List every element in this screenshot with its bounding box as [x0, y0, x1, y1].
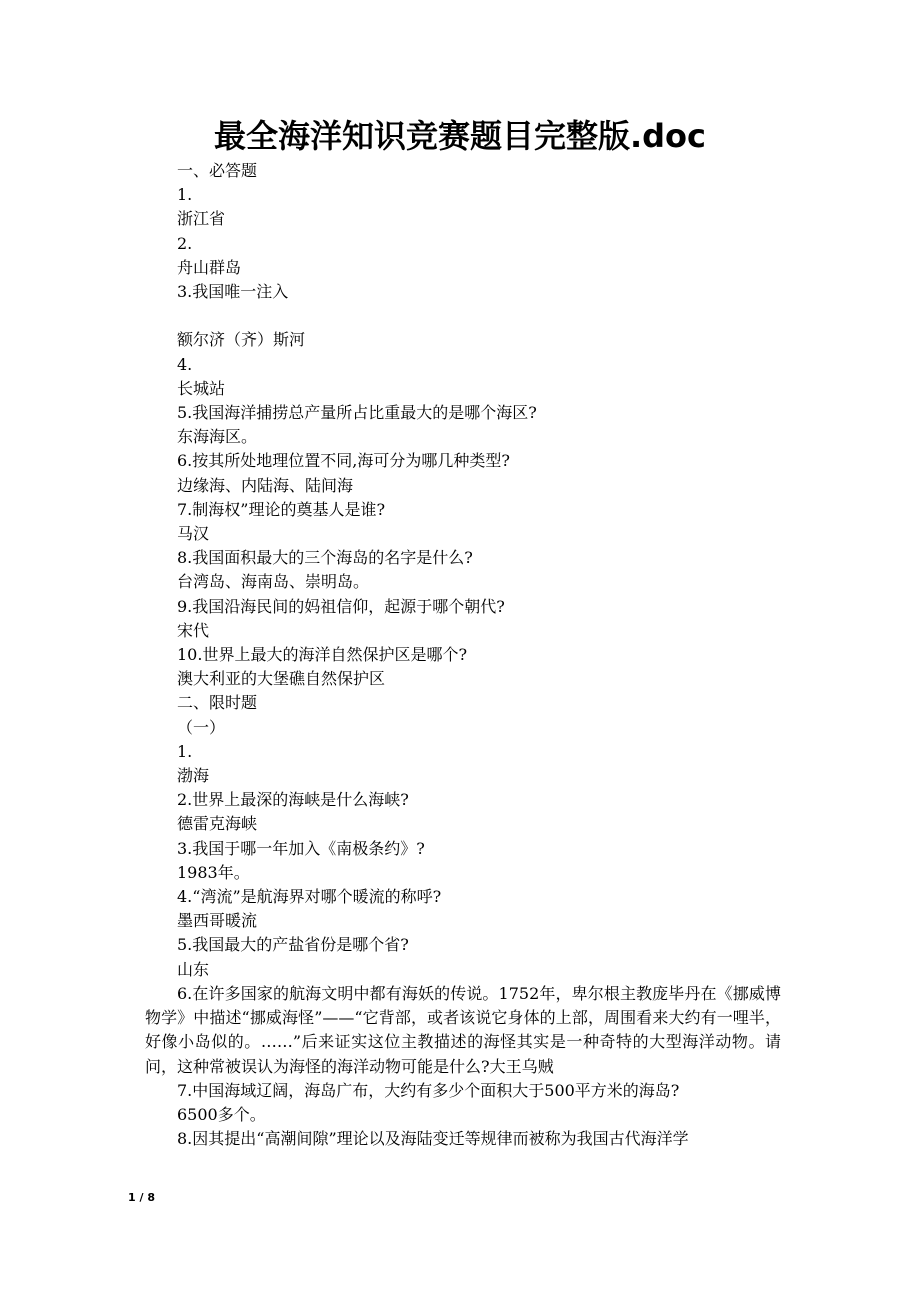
document-title: 最全海洋知识竞赛题目完整版.doc — [213, 117, 707, 155]
answer-line: 6500多个。 — [177, 1104, 266, 1124]
question-number: 2. — [177, 233, 193, 253]
answer-line: 德雷克海峡 — [177, 814, 258, 834]
question-line: 4.“湾流”是航海界对哪个暖流的称呼? — [177, 887, 442, 907]
section-heading: 二、限时题 — [177, 693, 258, 713]
answer-line: 山东 — [177, 959, 210, 979]
answer-line: 宋代 — [177, 620, 210, 640]
question-number: 1. — [177, 741, 193, 761]
subsection-heading: （一） — [177, 717, 226, 737]
answer-line: 额尔济（齐）斯河 — [177, 330, 306, 350]
question-line: 5.我国最大的产盐省份是哪个省? — [177, 935, 409, 955]
answer-line: 澳大利亚的大堡礁自然保护区 — [177, 669, 386, 689]
question-line: 3.我国于哪一年加入《南极条约》? — [177, 838, 425, 858]
answer-line: 浙江省 — [177, 209, 226, 229]
answer-line: 边缘海、内陆海、陆间海 — [177, 475, 354, 495]
question-line: 7.制海权”理论的奠基人是谁? — [177, 499, 386, 519]
answer-line: 舟山群岛 — [177, 257, 242, 277]
question-paragraph: 6.在许多国家的航海文明中都有海妖的传说。1752年，卑尔根主教庞毕丹在《挪威博物学》中描述“挪威海怪”——“它背部，或者该说它身体的上部，周围看来大约有一哩半，好像小岛似的。……”后来证实这位主教描述的海怪其实是一种奇特的大型海洋动物。请问，这种常被误认为海怪的海洋动物可能是什么?大王乌贼 — [145, 983, 781, 1076]
section-heading: 一、必答题 — [177, 161, 258, 180]
page-number: 1 / 8 — [128, 1191, 155, 1204]
question-line: 5.我国海洋捕捞总产量所占比重最大的是哪个海区? — [177, 403, 537, 423]
question-line: 9.我国沿海民间的妈祖信仰，起源于哪个朝代? — [177, 596, 505, 616]
question-line: 6.按其所处地理位置不同,海可分为哪几种类型? — [177, 451, 510, 471]
question-line: 2.世界上最深的海峡是什么海峡? — [177, 790, 409, 810]
answer-line: 马汉 — [177, 524, 210, 544]
answer-line: 1983年。 — [177, 862, 250, 882]
question-line: 8.因其提出“高潮间隙”理论以及海陆变迁等规律而被称为我国古代海洋学 — [177, 1129, 689, 1149]
answer-line: 东海海区。 — [177, 427, 258, 447]
answer-line: 长城站 — [177, 378, 226, 398]
question-line: 8.我国面积最大的三个海岛的名字是什么? — [177, 548, 473, 568]
answer-line: 台湾岛、海南岛、崇明岛。 — [177, 572, 370, 592]
answer-line: 墨西哥暖流 — [177, 911, 258, 931]
question-line: 7.中国海域辽阔，海岛广布，大约有多少个面积大于500平方米的海岛? — [177, 1080, 680, 1100]
question-line: 10.世界上最大的海洋自然保护区是哪个? — [177, 645, 468, 665]
question-number: 4. — [177, 354, 193, 374]
document-body — [145, 159, 781, 1151]
question-number: 1. — [177, 185, 193, 205]
answer-line: 渤海 — [177, 766, 210, 786]
blank-line — [145, 304, 781, 328]
question-line: 3.我国唯一注入 — [177, 282, 289, 302]
